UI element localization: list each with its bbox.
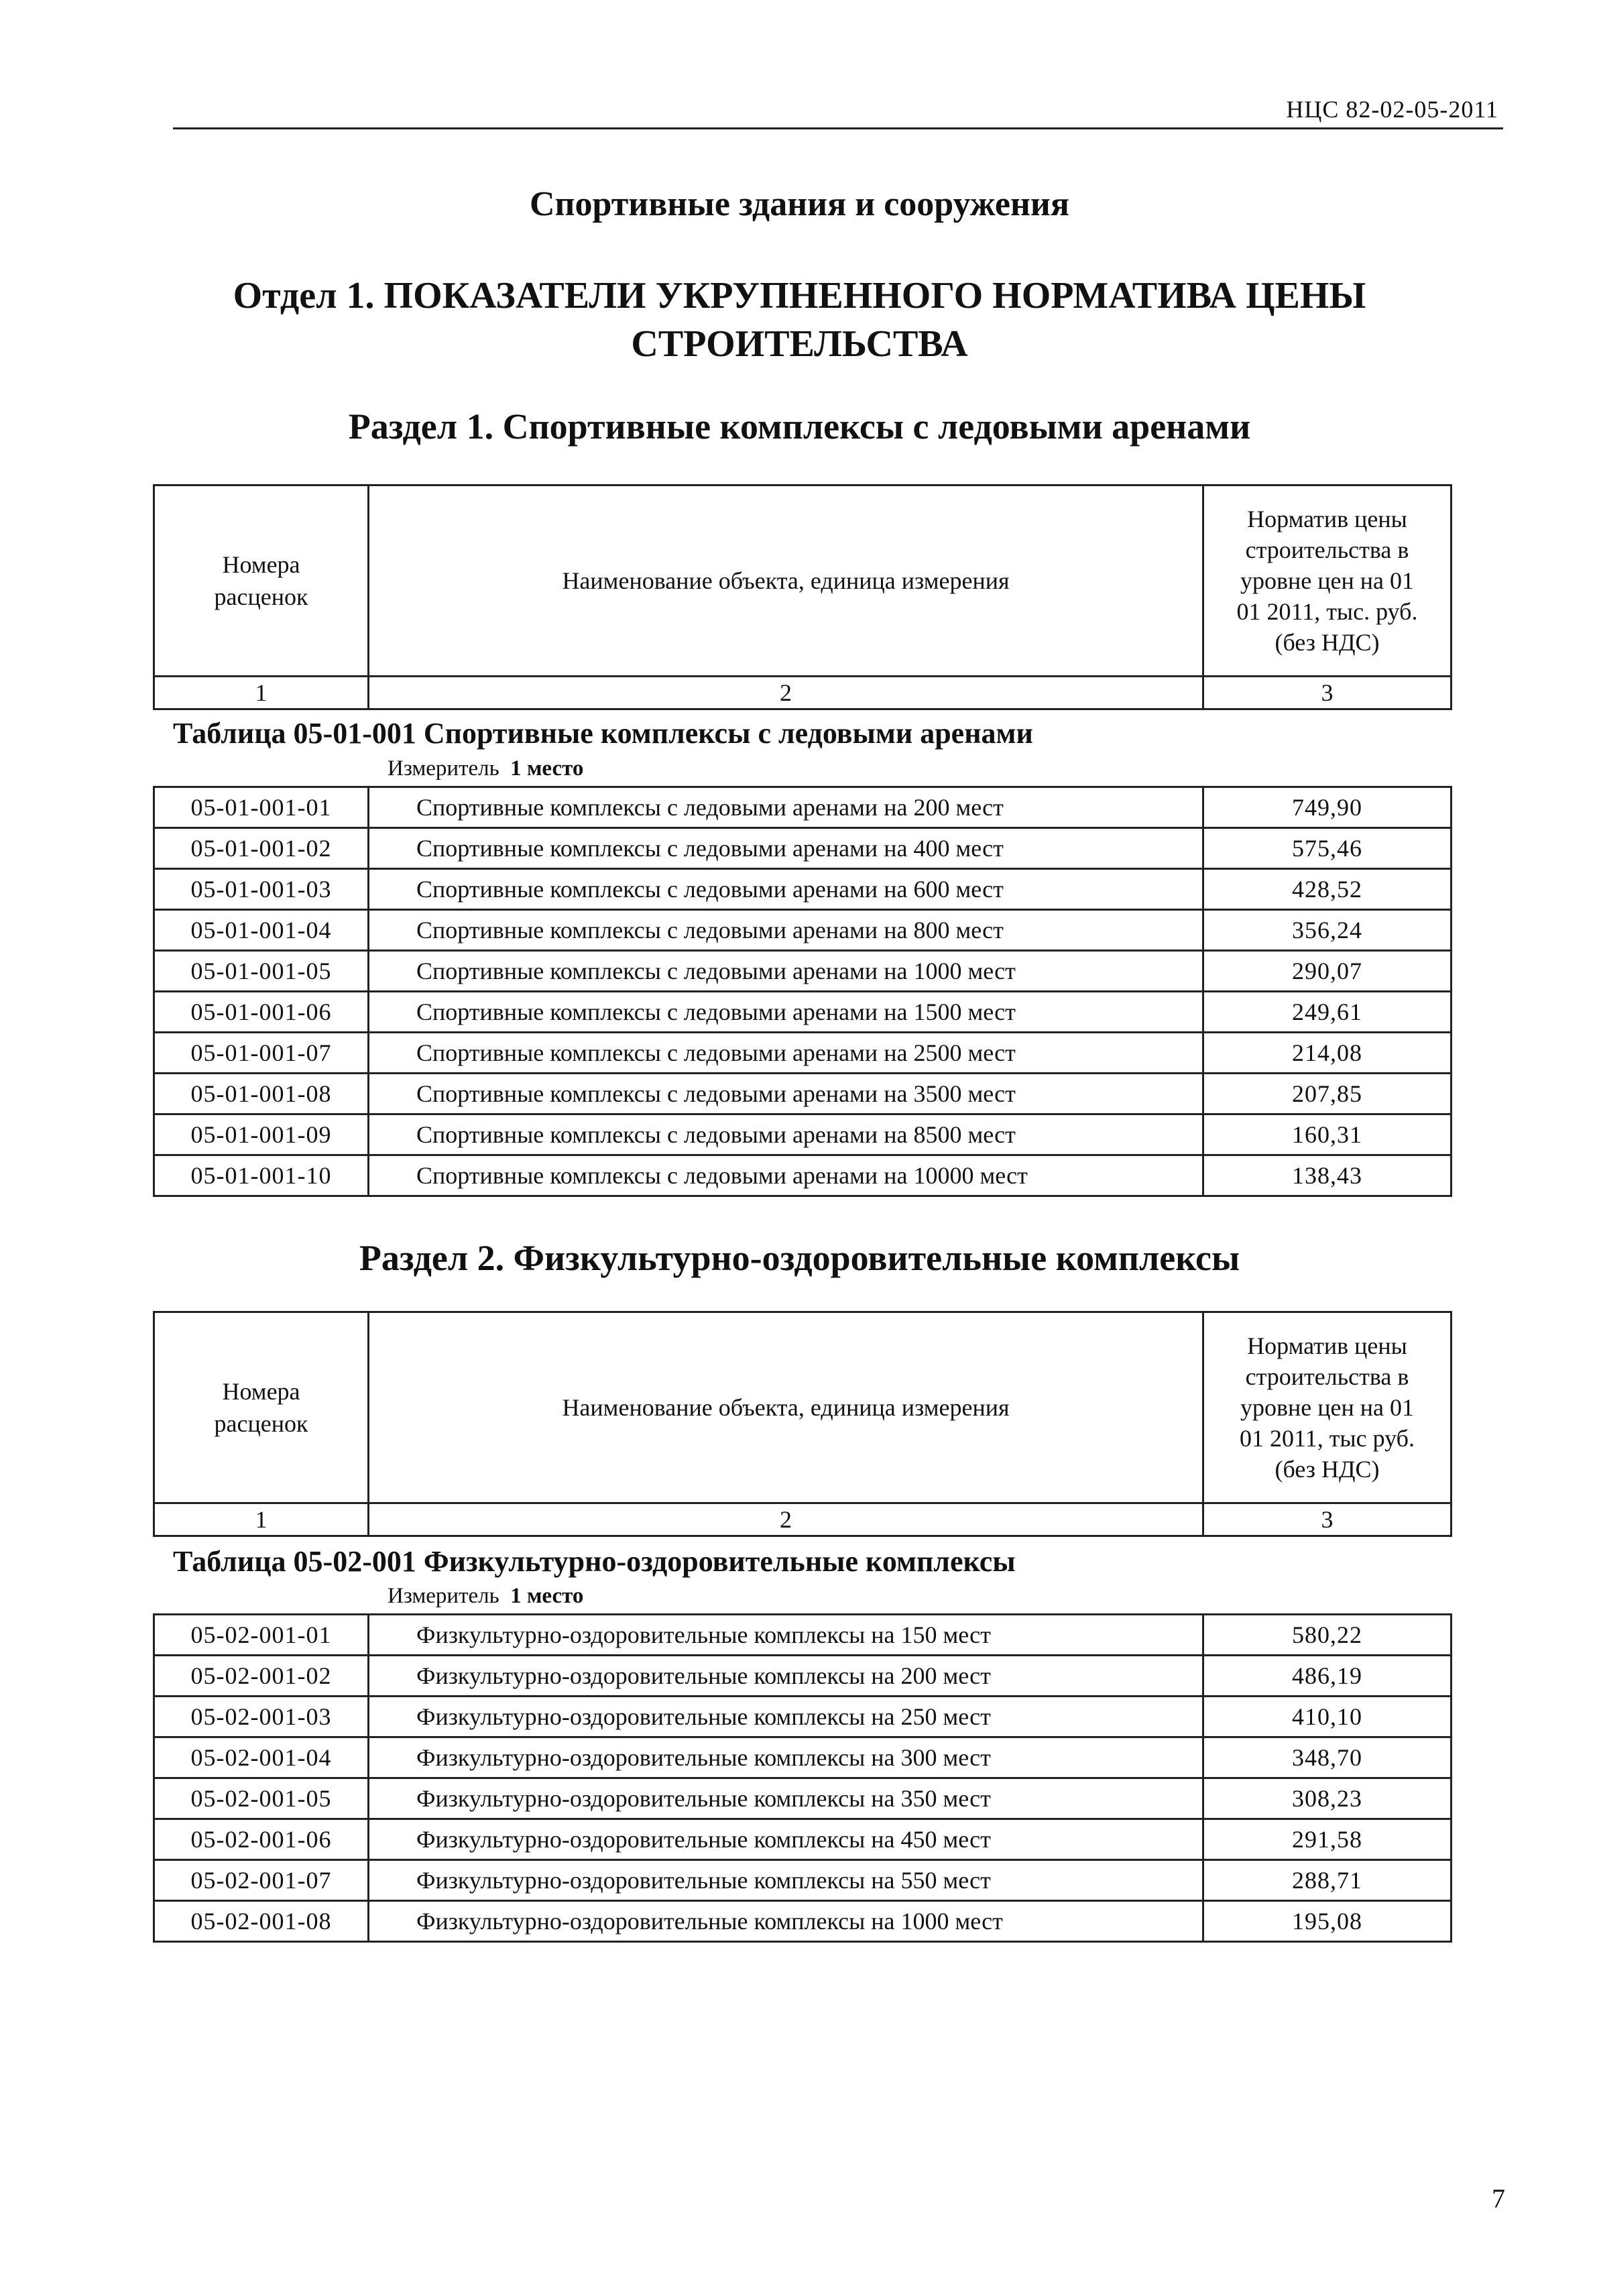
table-1-measure (388, 756, 583, 781)
object-name: Спортивные комплексы с ледовыми аренами на 2500 мест (369, 1033, 1203, 1074)
table-row (154, 869, 1452, 910)
rate-code: 05-01-001-03 (154, 869, 369, 910)
object-name: Физкультурно-оздоровительные комплексы на 200 мест (369, 1656, 1203, 1697)
price-value: 749,90 (1203, 787, 1452, 828)
price-value: 207,85 (1203, 1074, 1452, 1114)
price-value: 249,61 (1203, 992, 1452, 1033)
price-value: 195,08 (1203, 1901, 1452, 1942)
column-header-price-text: Норматив цены строительства в уровне цен на 01 01 2011, тыс. руб. (без НДС) (1236, 506, 1418, 656)
price-value: 410,10 (1203, 1697, 1452, 1737)
price-value: 291,58 (1203, 1819, 1452, 1860)
column-header-name: Наименование объекта, единица измерения (369, 485, 1203, 677)
price-value: 580,22 (1203, 1615, 1452, 1656)
section-2-heading: Раздел 2. Физкультурно-оздоровительные комплексы (359, 1238, 1240, 1278)
table-row (154, 828, 1452, 869)
rate-code: 05-02-001-04 (154, 1737, 369, 1778)
table-row (154, 787, 1452, 828)
rate-code: 05-01-001-02 (154, 828, 369, 869)
rate-code: 05-02-001-07 (154, 1860, 369, 1901)
rate-code: 05-01-001-05 (154, 951, 369, 992)
measure-label: Измеритель (388, 1584, 499, 1608)
page-title: Спортивные здания и сооружения (529, 185, 1070, 223)
object-name: Физкультурно-оздоровительные комплексы на 550 мест (369, 1860, 1203, 1901)
object-name: Спортивные комплексы с ледовыми аренами на 1500 мест (369, 992, 1203, 1033)
column-number: 1 (154, 1503, 369, 1536)
object-name: Спортивные комплексы с ледовыми аренами на 200 мест (369, 787, 1203, 828)
table-2-measure (388, 1584, 583, 1609)
column-header-codes (154, 485, 369, 677)
measure-label: Измеритель (388, 756, 499, 781)
table-row (154, 1778, 1452, 1819)
rate-code: 05-02-001-01 (154, 1615, 369, 1656)
column-header-codes-text: Номера расценок (214, 1378, 308, 1437)
price-value: 160,31 (1203, 1114, 1452, 1155)
section-1-heading: Раздел 1. Спортивные комплексы с ледовыми аренами (348, 406, 1251, 447)
price-value: 288,71 (1203, 1860, 1452, 1901)
object-name: Физкультурно-оздоровительные комплексы на 350 мест (369, 1778, 1203, 1819)
section-1-header-table (153, 484, 1452, 710)
rate-code: 05-01-001-06 (154, 992, 369, 1033)
object-name: Спортивные комплексы с ледовыми аренами на 600 мест (369, 869, 1203, 910)
object-name: Спортивные комплексы с ледовыми аренами на 400 мест (369, 828, 1203, 869)
table-row (154, 1656, 1452, 1697)
department-heading (0, 272, 1599, 368)
measure-unit: 1 место (510, 1584, 584, 1608)
rate-code: 05-02-001-08 (154, 1901, 369, 1942)
table-row (154, 1155, 1452, 1196)
measure-unit: 1 место (510, 756, 584, 781)
table-row (154, 951, 1452, 992)
department-heading-text: Отдел 1. ПОКАЗАТЕЛИ УКРУПНЕННОГО НОРМАТИВА ЦЕНЫ СТРОИТЕЛЬСТВА (233, 275, 1366, 365)
rate-code: 05-01-001-08 (154, 1074, 369, 1114)
column-number: 3 (1203, 1503, 1452, 1536)
price-value: 486,19 (1203, 1656, 1452, 1697)
column-header-codes-text: Номера расценок (214, 551, 308, 610)
table-row (154, 1901, 1452, 1942)
price-value: 214,08 (1203, 1033, 1452, 1074)
price-value: 356,24 (1203, 910, 1452, 951)
column-number: 2 (369, 1503, 1203, 1536)
column-header-price (1203, 485, 1452, 677)
table-row (154, 1860, 1452, 1901)
table-row (154, 1737, 1452, 1778)
column-number: 1 (154, 677, 369, 709)
table-2-caption: Таблица 05-02-001 Физкультурно-оздоровительные комплексы (173, 1545, 1016, 1578)
column-header-codes (154, 1312, 369, 1503)
rate-code: 05-01-001-01 (154, 787, 369, 828)
rate-code: 05-02-001-03 (154, 1697, 369, 1737)
section-1-data-table (153, 786, 1452, 1197)
price-value: 138,43 (1203, 1155, 1452, 1196)
table-row (154, 992, 1452, 1033)
table-1-caption: Таблица 05-01-001 Спортивные комплексы с ледовыми аренами (173, 717, 1033, 750)
object-name: Спортивные комплексы с ледовыми аренами на 1000 мест (369, 951, 1203, 992)
object-name: Спортивные комплексы с ледовыми аренами на 8500 мест (369, 1114, 1203, 1155)
table-row (154, 1697, 1452, 1737)
rate-code: 05-02-001-02 (154, 1656, 369, 1697)
object-name: Физкультурно-оздоровительные комплексы на 300 мест (369, 1737, 1203, 1778)
object-name: Физкультурно-оздоровительные комплексы на 450 мест (369, 1819, 1203, 1860)
object-name: Спортивные комплексы с ледовыми аренами на 800 мест (369, 910, 1203, 951)
price-value: 290,07 (1203, 951, 1452, 992)
table-row (154, 1074, 1452, 1114)
rate-code: 05-01-001-10 (154, 1155, 369, 1196)
object-name: Физкультурно-оздоровительные комплексы на 150 мест (369, 1615, 1203, 1656)
column-number: 2 (369, 677, 1203, 709)
rate-code: 05-02-001-05 (154, 1778, 369, 1819)
object-name: Спортивные комплексы с ледовыми аренами на 10000 мест (369, 1155, 1203, 1196)
column-header-price-text: Норматив цены строительства в уровне цен на 01 01 2011, тыс руб. (без НДС) (1240, 1332, 1415, 1483)
rate-code: 05-01-001-07 (154, 1033, 369, 1074)
table-row (154, 1033, 1452, 1074)
price-value: 348,70 (1203, 1737, 1452, 1778)
price-value: 575,46 (1203, 828, 1452, 869)
object-name: Физкультурно-оздоровительные комплексы на 250 мест (369, 1697, 1203, 1737)
page-number: 7 (1492, 2183, 1505, 2214)
section-2-data-table (153, 1613, 1452, 1943)
document-code: НЦС 82-02-05-2011 (1286, 96, 1498, 123)
column-number: 3 (1203, 677, 1452, 709)
price-value: 308,23 (1203, 1778, 1452, 1819)
price-value: 428,52 (1203, 869, 1452, 910)
table-row (154, 1819, 1452, 1860)
object-name: Физкультурно-оздоровительные комплексы на 1000 мест (369, 1901, 1203, 1942)
rate-code: 05-01-001-04 (154, 910, 369, 951)
object-name: Спортивные комплексы с ледовыми аренами на 3500 мест (369, 1074, 1203, 1114)
table-row (154, 1114, 1452, 1155)
column-header-name: Наименование объекта, единица измерения (369, 1312, 1203, 1503)
table-row (154, 1615, 1452, 1656)
rate-code: 05-02-001-06 (154, 1819, 369, 1860)
rate-code: 05-01-001-09 (154, 1114, 369, 1155)
header-rule (173, 127, 1503, 129)
column-header-price (1203, 1312, 1452, 1503)
section-2-header-table (153, 1311, 1452, 1537)
table-row (154, 910, 1452, 951)
